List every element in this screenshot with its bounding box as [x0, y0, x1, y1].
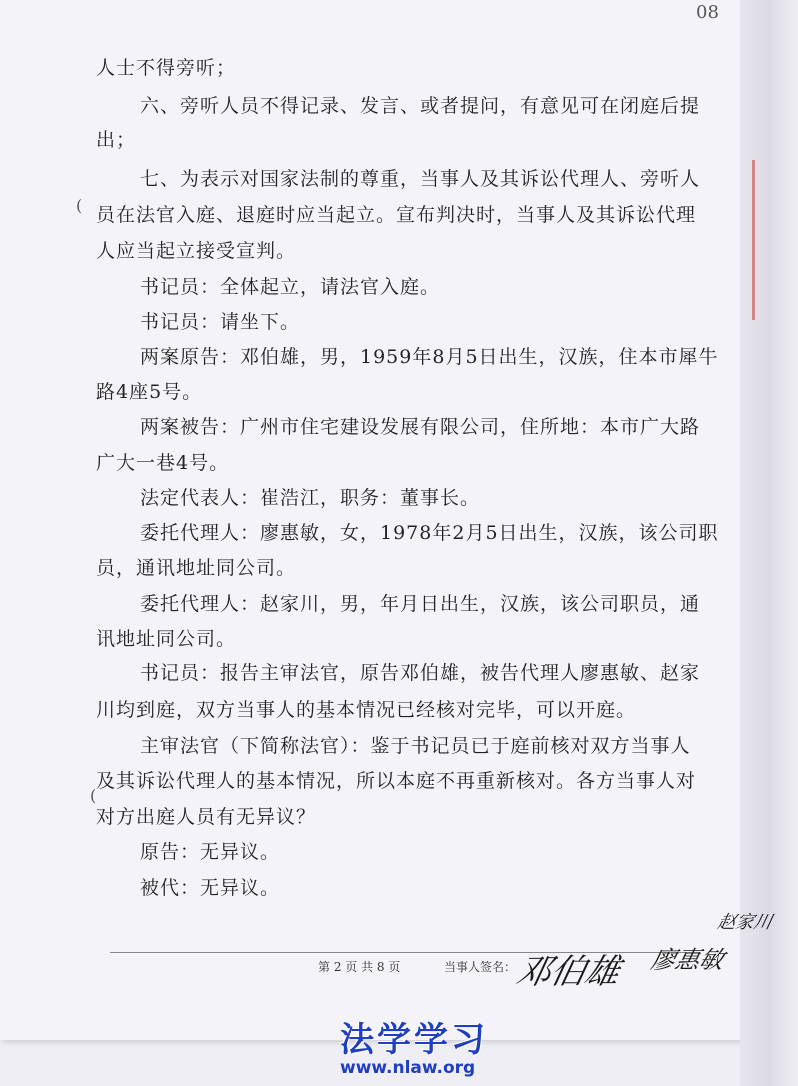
text-line: 路4座5号。: [96, 381, 203, 403]
text-line: 主审法官（下简称法官）：鉴于书记员已于庭前核对双方当事人: [140, 735, 691, 757]
text-line: 被代：无异议。: [140, 877, 281, 899]
signature-zhao: 赵家川: [715, 912, 774, 933]
text-line: 两案被告：广州市住宅建设发展有限公司，住所地：本市广大路: [140, 416, 701, 438]
watermark-title: 法学学习: [340, 1020, 488, 1060]
text-line: 六、旁听人员不得记录、发言、或者提问，有意见可在闭庭后提: [140, 95, 701, 117]
text-line: 员，通讯地址同公司。: [96, 557, 297, 579]
text-line: 书记员：全体起立，请法官入庭。: [140, 276, 441, 298]
text-line: 员在法官入庭、退庭时应当起立。宣布判决时，当事人及其诉讼代理: [96, 204, 697, 226]
text-line: 两案原告：邓伯雄，男，1959年8月5日出生，汉族，住本市犀牛: [140, 346, 719, 368]
corner-page-number: 08: [696, 2, 719, 23]
text-line: 书记员：报告主审法官，原告邓伯雄，被告代理人廖惠敏、赵家: [140, 662, 701, 684]
text-line: 书记员：请坐下。: [140, 311, 301, 333]
signature-liao: 廖惠敏: [648, 946, 727, 974]
text-line: 人应当起立接受宣判。: [96, 240, 297, 262]
watermark-url: www.nlaw.org: [340, 1058, 476, 1078]
text-line: 出；: [96, 129, 137, 151]
text-line: 及其诉讼代理人的基本情况，所以本庭不再重新核对。各方当事人对: [96, 770, 697, 792]
text-line: 川均到庭，双方当事人的基本情况已经核对完毕，可以开庭。: [96, 699, 637, 721]
text-line: 七、为表示对国家法制的尊重，当事人及其诉讼代理人、旁听人: [140, 168, 701, 190]
margin-hole-mark: (: [76, 196, 83, 215]
text-line: 法定代表人：崔浩江，职务：董事长。: [140, 487, 481, 509]
text-line: 对方出庭人员有无异议？: [96, 806, 317, 828]
text-line: 委托代理人：廖惠敏，女，1978年2月5日出生，汉族，该公司职: [140, 522, 719, 544]
text-line: 人士不得旁听；: [96, 57, 237, 79]
text-line: 原告：无异议。: [140, 841, 281, 863]
signature-deng: 邓伯雄: [513, 952, 624, 992]
text-line: 委托代理人：赵家川，男，年月日出生，汉族，该公司职员，通: [140, 593, 701, 615]
text-line: 讯地址同公司。: [96, 628, 237, 650]
footer-signer-label: 当事人签名：: [444, 960, 517, 974]
footer-page-info: 第 2 页 共 8 页: [318, 960, 401, 974]
text-line: 广大一巷4号。: [96, 452, 230, 474]
margin-hole-mark: (: [90, 786, 97, 805]
